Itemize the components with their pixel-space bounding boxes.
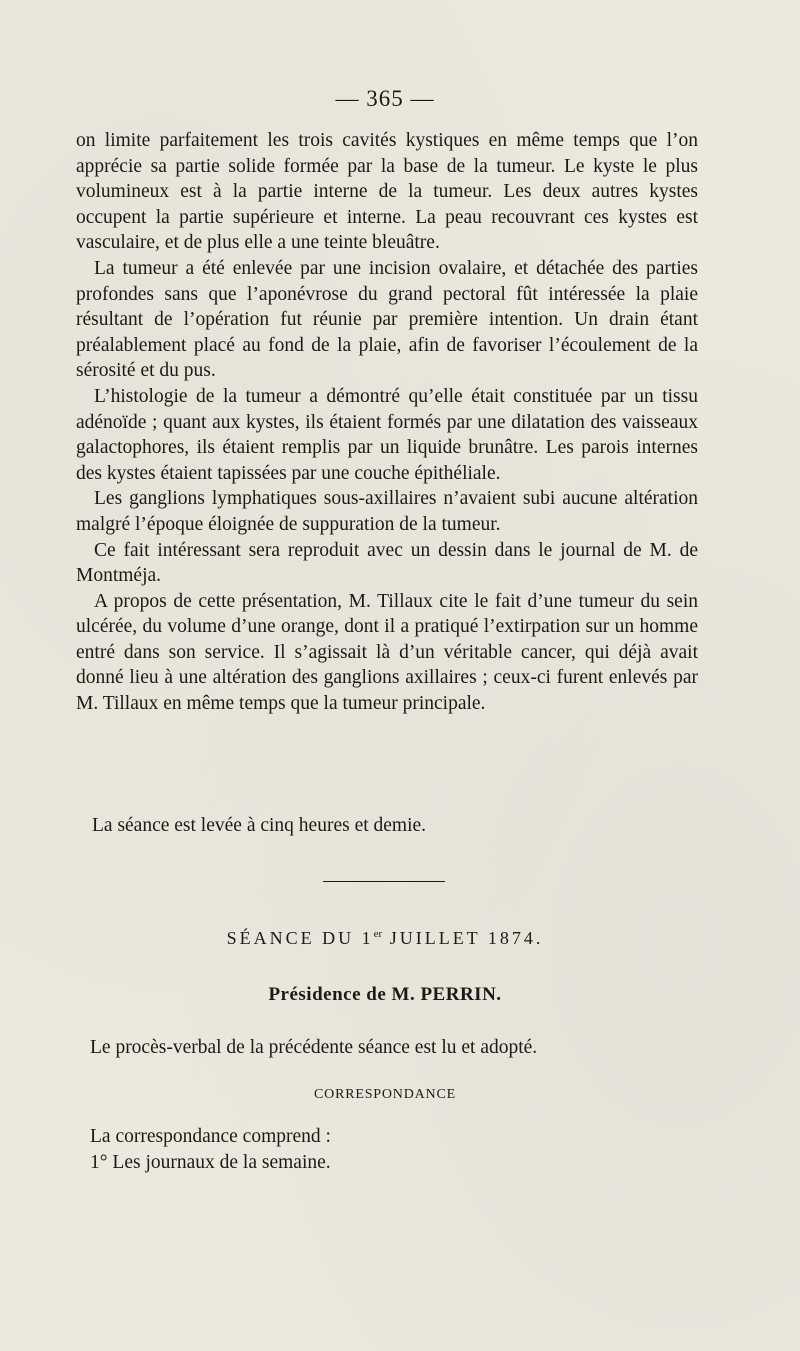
paragraph-tillaux: A propos de cette présentation, M. Tillaux cite le fait d’une tumeur du sein ulcérée, du volume d’une orange, dont il a pratiqué l’extirpation sur un homme entré dans son service. Il s’agissait là d’un véritable cancer, qui déjà avait donné lieu à une altération des ganglions axillaires ; ceux-ci furent enlevés par M. Tillaux en même temps que la tumeur principale. (76, 590, 698, 715)
section-divider (323, 881, 445, 882)
paragraph-incision: La tumeur a été enlevée par une incision ovalaire, et détachée des parties profondes sans que l’aponévrose du grand pectoral fût intéressée la plaie résultant de l’opération fut réunie par première intention. Un drain étant préalablement placé au fond de la plaie, afin de favoriser l’écoulement de la sérosité et du pus. (76, 257, 698, 382)
page-number: — 365 — (335, 86, 435, 111)
closing-line: La séance est levée à cinq heures et demie. (92, 815, 427, 836)
session-heading (0, 928, 770, 949)
body-text (76, 128, 698, 717)
paragraph-dessin: Ce fait intéressant sera reproduit avec un dessin dans le journal de M. de Montméja. (76, 539, 698, 587)
paragraph-histologie: L’histologie de la tumeur a démontré qu’elle était constituée par un tissu adénoïde ; quant aux kystes, ils étaient formés par une dilatation des vaisseaux galactophores, ils étaient remplis par un liquide brunâtre. Les parois internes des kystes étaient tapissées par une couche épithéliale. (76, 385, 698, 484)
correspondance-item: 1° Les journaux de la semaine. (90, 1152, 331, 1173)
presidence-line: Présidence de M. PERRIN. (268, 984, 502, 1005)
proces-verbal-line: Le procès-verbal de la précédente séance est lu et adopté. (90, 1037, 538, 1058)
correspondance-heading: CORRESPONDANCE (314, 1087, 456, 1102)
session-heading-superscript: er (373, 928, 383, 940)
session-heading-suffix: JUILLET 1874. (382, 928, 544, 948)
correspondance-line: La correspondance comprend : (90, 1126, 331, 1147)
paragraph-ganglions: Les ganglions lymphatiques sous-axillaires n’avaient subi aucune altération malgré l’époque éloignée de suppuration de la tumeur. (76, 488, 698, 535)
paragraph-kystes: on limite parfaitement les trois cavités kystiques en même temps que l’on apprécie sa partie solide formée par la base de la tumeur. Le kyste le plus volumineux est à la partie interne de la tumeur. Les deux autres kystes occupent la partie supérieure et interne. La peau recouvrant ces kystes est vasculaire, et de plus elle a une teinte bleuâtre. (76, 130, 698, 254)
session-heading-prefix: SÉANCE DU 1 (226, 928, 374, 948)
